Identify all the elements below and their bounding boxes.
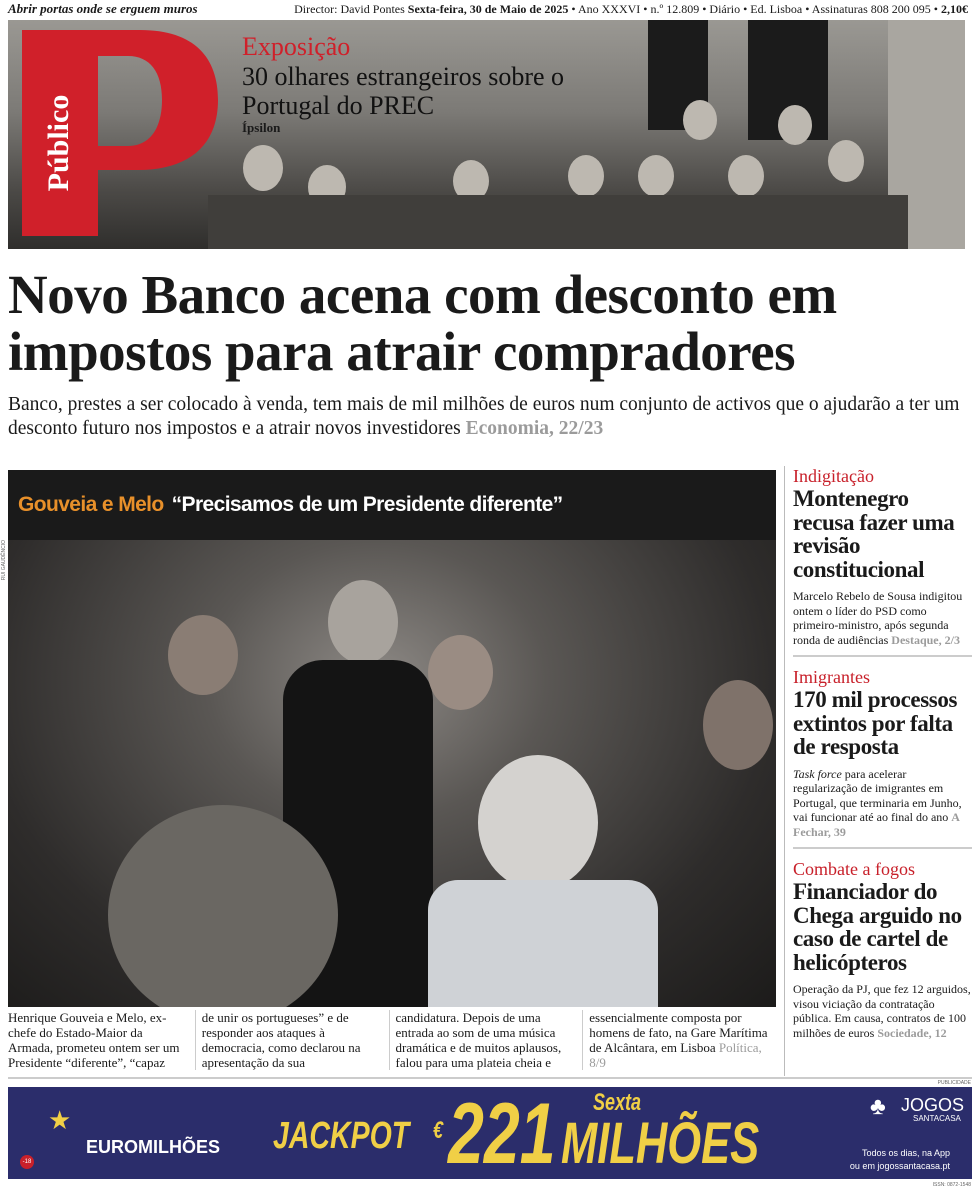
side-story[interactable]: Indigitação Montenegro recusa fazer uma revisão constitucional Marcelo Rebelo de Sousa indigitou ontem o líder do PSD como primeiro-ministro, após segunda ronda de audiências Destaque, 2/3 (793, 466, 972, 657)
lead-subheadline: Banco, prestes a ser colocado à venda, tem mais de mil milhões de euros num conjunto de activos que o ajudarão a ter um desconto futuro nos impostos e a atrair novos investidores Economia, 22/23 (8, 394, 960, 439)
ad-label: PUBLICIDADE (937, 1080, 971, 1086)
teaser-title: 30 olhares estrangeiros sobre o Portugal do PREC (242, 62, 565, 120)
ad-jackpot: JACKPOT (273, 1115, 410, 1157)
divider (8, 1077, 972, 1079)
age-restriction-icon: -18 (20, 1155, 34, 1169)
side-story[interactable]: Combate a fogos Financiador do Chega arguido no caso de cartel de helicópteros Operação da PJ, que fez 12 arguidos, visou viciação da contratação pública. Em causa, contratos de 100 milhões de euros Sociedade, 12 (793, 859, 971, 1040)
edition-info: Director: David Pontes Sexta-feira, 30 de Maio de 2025 • Ano XXXVI • n.º 12.809 • Diário • Ed. Lisboa • Assinaturas 808 200 095 • 2,10€ (294, 1, 968, 16)
main-photo[interactable] (8, 540, 776, 1007)
teaser-kicker: Exposição (242, 32, 351, 61)
main-story-header (8, 470, 776, 540)
main-story-name: Gouveia e Melo (18, 493, 164, 516)
issn: ISSN: 0872-1548 (932, 1182, 971, 1188)
teaser-exposicao[interactable] (242, 32, 592, 136)
teaser-section: Ípsilon (242, 120, 281, 135)
side-story[interactable]: Imigrantes 170 mil processos extintos por falta de resposta Task force para acelerar regularização de imigrantes em Portugal, que terminaria em Junho, vai funcionar até ao final do ano A Fechar, 39 (793, 667, 972, 849)
masthead-strip (8, 1, 968, 17)
photo-credit: RUI GAUDÊNCIO (1, 540, 7, 581)
lead-headline[interactable]: Novo Banco acena com desconto em impostos para atrair compradores (8, 264, 837, 382)
ad-brand: EUROMILHÕES (86, 1137, 221, 1157)
price: 2,10€ (941, 1, 968, 16)
star-icon: ★ (48, 1105, 72, 1135)
clover-icon: ♣ (870, 1093, 886, 1120)
main-caption: Henrique Gouveia e Melo, ex-chefe do Estado-Maior da Armada, prometeu ontem ser um Presidente “diferente”, “capaz de unir os portugueses” e de responder aos ataques à democracia, como declarou na apresentação da sua candidatura. Depois de uma entrada ao som de uma música dramática e de muitos aplausos, falou para uma plateia cheia e essencialmente composta por homens de fato, na Gare Marítima de Alcântara, em Lisboa Política, 8/9 (8, 1010, 776, 1070)
lead-page-ref[interactable]: Economia, 22/23 (465, 418, 604, 439)
date: Sexta-feira, 30 de Maio de 2025 (407, 1, 569, 16)
main-story[interactable] (8, 470, 776, 1007)
main-page-ref[interactable]: Política, 8/9 (589, 1040, 762, 1070)
main-story-quote: “Precisamos de um Presidente diferente” (171, 493, 563, 516)
euromilhoes-ad[interactable]: ★ EUROMILHÕES -18 JACKPOT € 221 Sexta MILHÕES ♣ JOGOS SANTACASA Todos os dias, na App ou em jogossantacasa.pt (8, 1087, 972, 1179)
motto: Abrir portas onde se erguem muros (8, 1, 198, 16)
side-column (784, 466, 972, 1076)
publico-logo[interactable] (20, 28, 220, 238)
svg-text:Público: Público (42, 94, 75, 192)
ad-amount: 221 (448, 1087, 556, 1179)
